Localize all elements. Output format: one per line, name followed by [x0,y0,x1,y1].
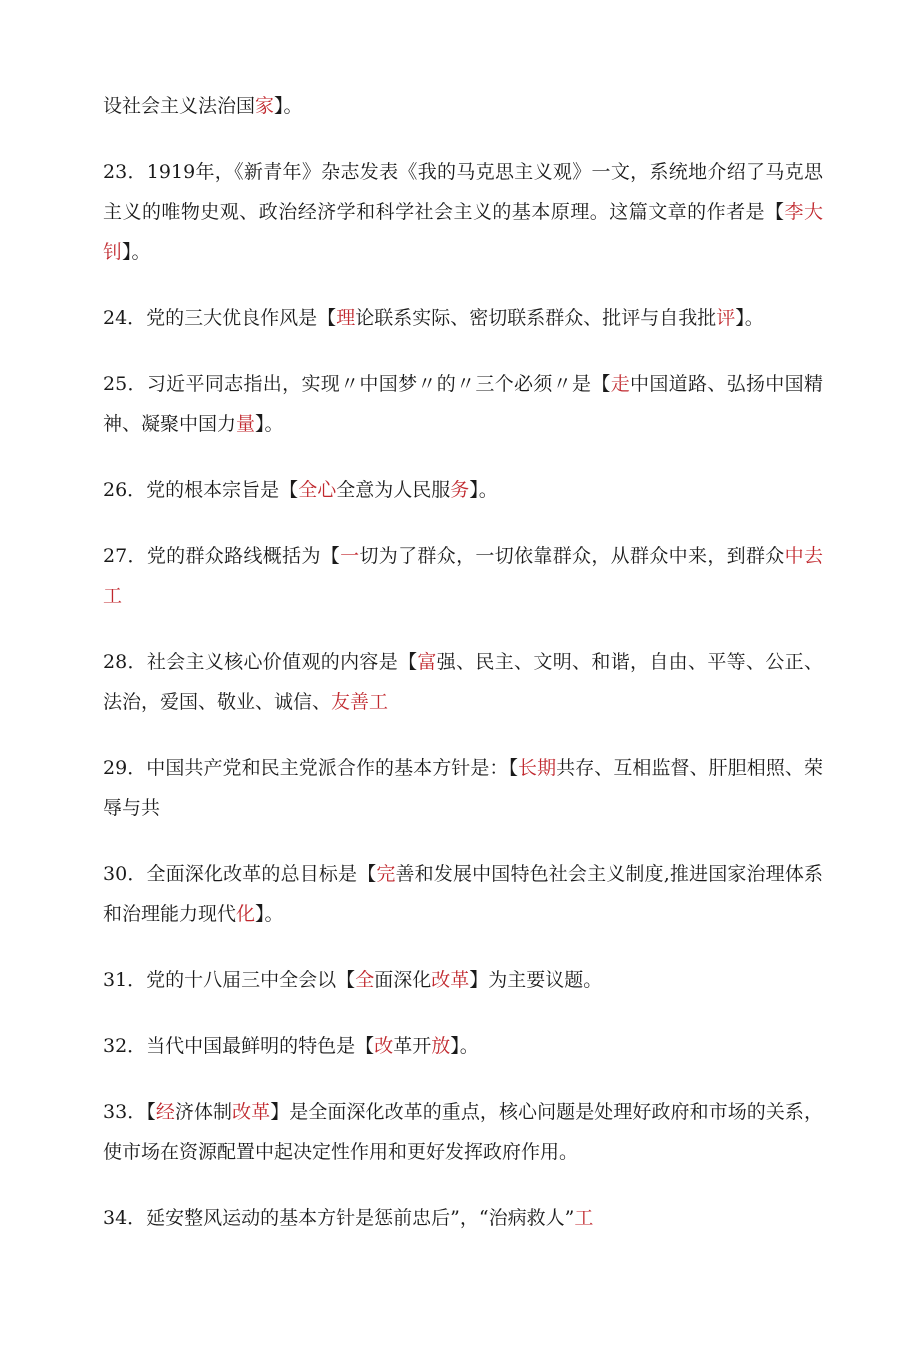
text-run: 】为主要议题。 [469,969,603,991]
answer-run: 放 [431,1035,451,1057]
question-27 [103,536,823,616]
answer-run: 改 [374,1035,394,1057]
text-run: 33．【 [103,1101,156,1123]
question-34 [103,1198,823,1238]
text-run: 革开 [393,1035,432,1057]
question-25 [103,364,823,444]
question-33 [103,1092,823,1172]
text-run: 34．延安整风运动的基本方针是惩前忠后”，“治病救人” [103,1207,575,1229]
question-28 [103,642,823,722]
answer-run: 完 [376,863,396,885]
document-page [103,86,823,1238]
answer-run: 走 [610,373,631,395]
answer-run: 家 [255,95,275,117]
question-31 [103,960,823,1000]
answer-run: 量 [236,413,256,435]
answer-run: 评 [716,307,736,329]
answer-run: 一 [340,545,360,567]
text-run: 】。 [255,903,284,925]
text-run: 强、民主、文明、和谐，自由、平等、公正、法治，爱国、敬业、诚信、 [103,651,823,713]
answer-run: 中去工 [103,545,823,607]
answer-run: 长期 [518,757,557,779]
answer-run: 务 [450,479,470,501]
question-24 [103,298,823,338]
text-run: 中国道路、弘扬中国精神、凝聚中国力 [103,373,823,435]
answer-run: 李大钊 [103,201,823,263]
answer-run: 全心 [298,479,337,501]
text-run: 设社会主义法治国 [103,95,256,117]
text-run: 论联系实际、密切联系群众、批评与自我批 [355,307,717,329]
text-run: 】是全面深化改革的重点，核心问题是处理好政府和市场的关系，使市场在资源配置中起决定性作用和更好发挥政府作用。 [103,1101,823,1163]
text-run: 共存、互相监督、肝胆相照、荣辱与共 [103,757,823,819]
text-run: 】。 [274,95,303,117]
question-32 [103,1026,823,1066]
text-run: 】。 [469,479,498,501]
text-run: 28．社会主义核心价值观的内容是【 [103,651,418,673]
text-run: 全意为人民服 [336,479,451,501]
answer-run: 友善工 [331,691,389,713]
answer-run: 理 [336,307,356,329]
text-run: 27．党的群众路线概括为【 [103,545,341,567]
question-29 [103,748,823,828]
text-run: 26．党的根本宗旨是【 [103,479,299,501]
question-26 [103,470,823,510]
answer-run: 富 [417,651,437,673]
text-run: 25．习近平同志指出，实现〃中国梦〃的〃三个必须〃是【 [103,373,611,395]
text-run: 】。 [735,307,764,329]
text-run: 切为了群众，一切依靠群众，从群众中来，到群众 [359,545,785,567]
text-run: 】。 [122,241,151,263]
question-23 [103,152,823,272]
text-run: 24．党的三大优良作风是【 [103,307,337,329]
text-run: 面深化 [374,969,432,991]
text-run: 32．当代中国最鲜明的特色是【 [103,1035,375,1057]
text-run: 23．1919年，《新青年》杂志发表《我的马克思主义观》一文，系统地介绍了马克思主义的唯物史观、政治经济学和科学社会主义的基本原理。这篇文章的作者是【 [103,161,823,223]
text-run: 】。 [450,1035,479,1057]
answer-run: 化 [236,903,256,925]
text-run: 】。 [255,413,284,435]
answer-run: 改革 [232,1101,271,1123]
text-run: 30．全面深化改革的总目标是【 [103,863,377,885]
text-run: 善和发展中国特色社会主义制度,推进国家治理体系和治理能力现代 [103,863,823,925]
answer-run: 经 [155,1101,175,1123]
text-run: 29．中国共产党和民主党派合作的基本方针是：【 [103,757,519,779]
answer-run: 工 [574,1207,594,1229]
answer-run: 改革 [431,969,470,991]
paragraph-continuation [103,86,823,126]
answer-run: 全 [355,969,375,991]
question-30 [103,854,823,934]
text-run: 济体制 [174,1101,233,1123]
text-run: 31．党的十八届三中全会以【 [103,969,356,991]
